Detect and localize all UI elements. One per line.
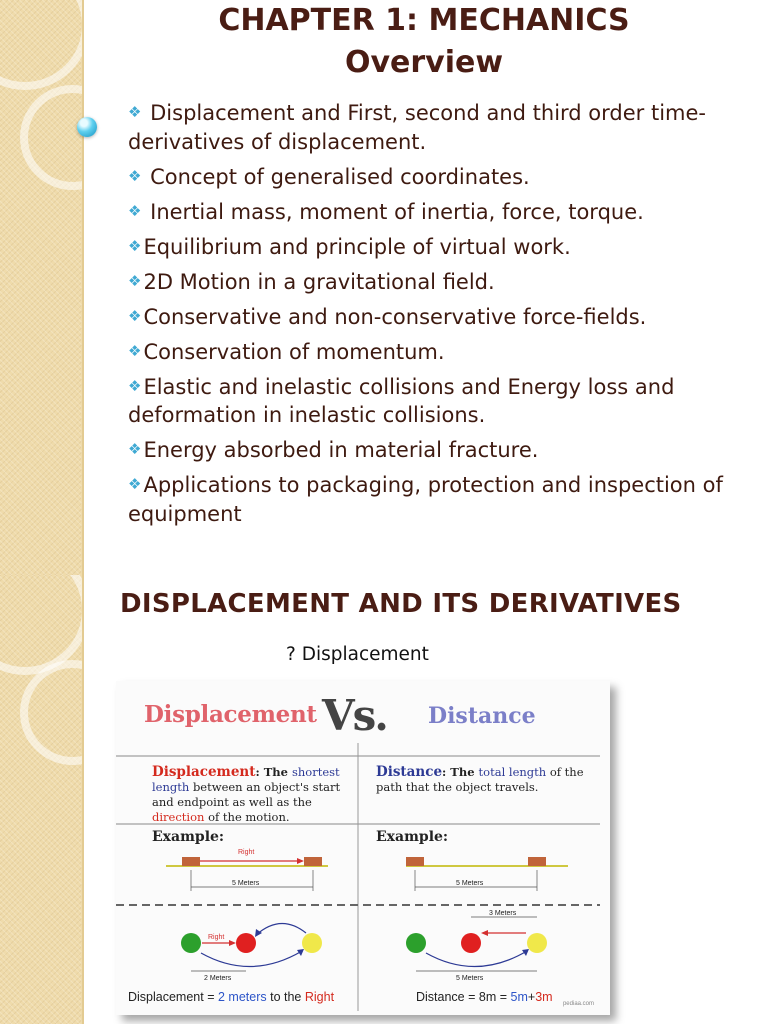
vs-label: Vs. bbox=[322, 691, 387, 740]
title-line-2: Overview bbox=[344, 45, 504, 80]
displacement-caption: Displacement = 2 meters to the Right bbox=[128, 990, 335, 1004]
slide-title bbox=[100, 0, 748, 84]
topic-list-item bbox=[128, 470, 728, 528]
topic-list-item bbox=[128, 98, 728, 156]
five-meters-label: 5 Meters bbox=[456, 975, 484, 982]
slide-displacement bbox=[0, 575, 768, 1024]
decorative-side-strip bbox=[0, 575, 84, 1024]
topic-text: 2D Motion in a gravitational field. bbox=[143, 269, 495, 294]
decorative-side-strip bbox=[0, 0, 84, 575]
diamond-bullet-icon: ❖ bbox=[128, 440, 142, 458]
topic-list-item bbox=[128, 302, 728, 332]
topic-text: Energy absorbed in material fracture. bbox=[143, 438, 539, 462]
topic-text: Inertial mass, moment of inertia, force, torque. bbox=[143, 199, 644, 224]
topic-text: Displacement and First, second and third order time-derivatives of displacement. bbox=[128, 101, 706, 154]
title-line-1: CHAPTER 1: MECHANICS bbox=[218, 3, 630, 38]
topic-list-item bbox=[128, 435, 728, 465]
diamond-bullet-icon: ❖ bbox=[128, 306, 142, 325]
distance-definition: Distance: The total length of the path that the object travels. bbox=[376, 764, 584, 794]
displacement-vs-distance-infographic bbox=[116, 681, 610, 1015]
topic-list-item bbox=[128, 197, 728, 227]
turn-ball bbox=[302, 933, 322, 953]
right-label: Right bbox=[208, 934, 225, 941]
topic-list-item bbox=[128, 337, 728, 367]
three-meters-label: 3 Meters bbox=[489, 910, 517, 917]
start-block bbox=[406, 857, 424, 866]
diamond-bullet-icon: ❖ bbox=[128, 376, 142, 395]
start-ball bbox=[181, 933, 201, 953]
arrowhead bbox=[297, 858, 304, 864]
decorative-bead-icon bbox=[77, 117, 97, 137]
section-heading: DISPLACEMENT AND ITS DERIVATIVES bbox=[120, 589, 682, 619]
displacement-definition: Displacement: The shortest length between an object's start and endpoint as well as the direction of the motion. bbox=[152, 764, 341, 824]
diamond-bullet-icon: ❖ bbox=[128, 271, 142, 290]
two-meters-label: 2 Meters bbox=[204, 975, 232, 982]
start-ball bbox=[406, 933, 426, 953]
back-path bbox=[256, 923, 306, 935]
topic-list bbox=[128, 98, 728, 534]
diamond-bullet-icon: ❖ bbox=[128, 341, 142, 360]
topic-text: Equilibrium and principle of virtual work. bbox=[143, 234, 571, 259]
diamond-bullet-icon: ❖ bbox=[128, 103, 142, 121]
diamond-bullet-icon: ❖ bbox=[128, 201, 142, 220]
arrow-label-right: Right bbox=[238, 849, 255, 856]
meters-label: 5 Meters bbox=[456, 880, 484, 887]
topic-text: Conservative and non-conservative force-fields. bbox=[143, 304, 647, 329]
section-subheading: ? Displacement bbox=[286, 644, 429, 665]
displacement-title: Displacement bbox=[144, 701, 317, 728]
meters-label: 5 Meters bbox=[232, 880, 260, 887]
end-block bbox=[528, 857, 546, 866]
diamond-bullet-icon: ❖ bbox=[128, 475, 142, 493]
decorative-ring bbox=[20, 660, 125, 765]
topic-list-item bbox=[128, 232, 728, 262]
diamond-bullet-icon: ❖ bbox=[128, 166, 142, 185]
topic-text: Concept of generalised coordinates. bbox=[143, 164, 530, 189]
start-block bbox=[182, 857, 200, 866]
out-path bbox=[426, 951, 527, 967]
distance-title: Distance bbox=[428, 703, 536, 729]
turn-ball bbox=[527, 933, 547, 953]
decorative-ring bbox=[0, 0, 90, 90]
example-label-right: Example: bbox=[376, 829, 449, 845]
out-path bbox=[201, 951, 302, 967]
end-ball bbox=[236, 933, 256, 953]
topic-list-item bbox=[128, 267, 728, 297]
diamond-bullet-icon: ❖ bbox=[128, 236, 142, 255]
end-ball bbox=[461, 933, 481, 953]
topic-text: Applications to packaging, protection and inspection of equipment bbox=[128, 473, 723, 526]
distance-caption: Distance = 8m = 5m+3m bbox=[416, 990, 553, 1004]
topic-list-item bbox=[128, 372, 728, 430]
decorative-ring bbox=[20, 85, 125, 190]
topic-text: Elastic and inelastic collisions and Energy loss and deformation in inelastic collisions. bbox=[128, 374, 675, 427]
example-label-left: Example: bbox=[152, 829, 225, 845]
watermark: pediaa.com bbox=[562, 1001, 594, 1007]
topic-list-item bbox=[128, 162, 728, 192]
end-block bbox=[304, 857, 322, 866]
topic-text: Conservation of momentum. bbox=[143, 339, 445, 364]
